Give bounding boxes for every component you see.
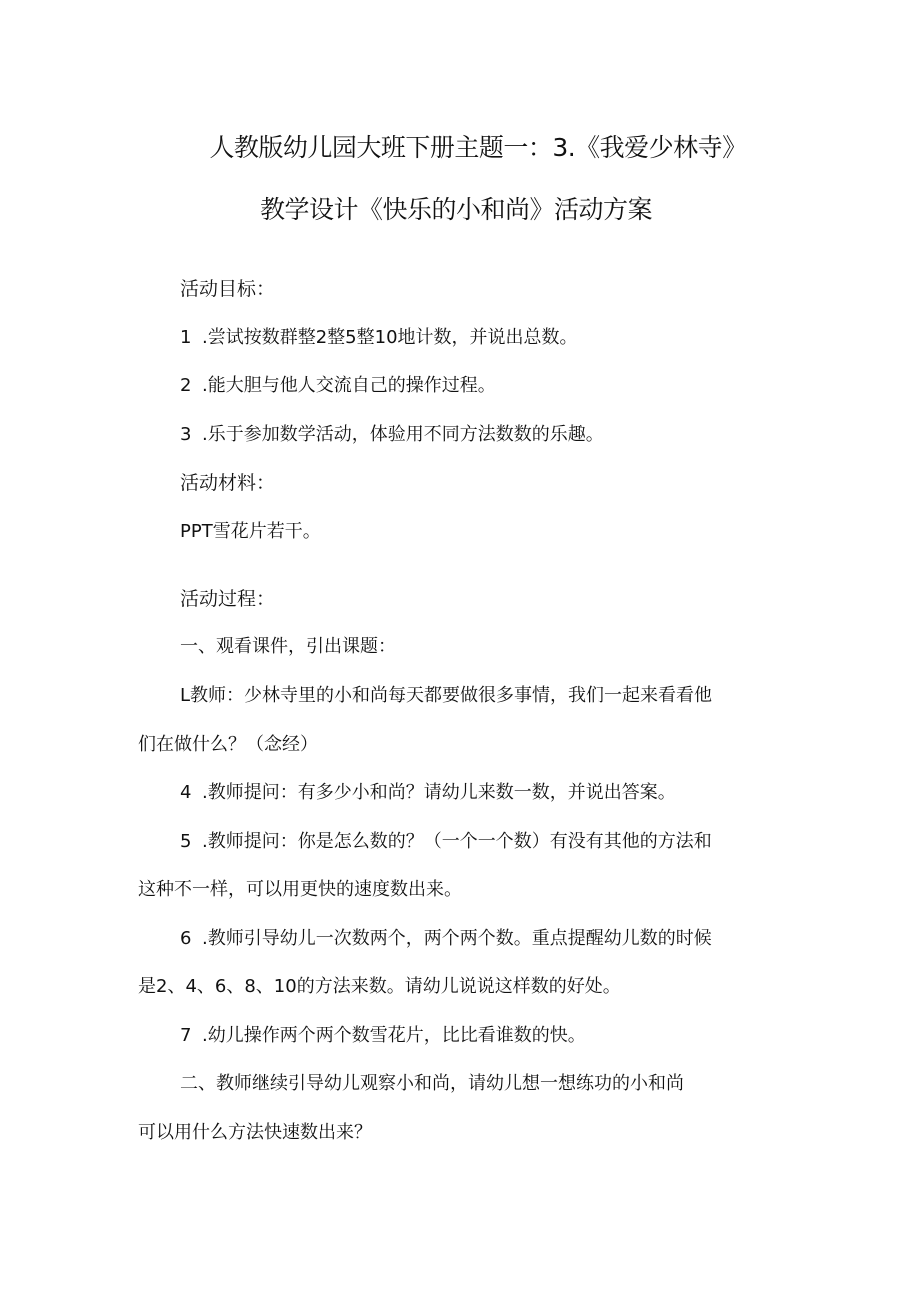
goal-item	[180, 374, 830, 398]
step-number: 4	[180, 782, 192, 803]
step-number: 5	[180, 831, 192, 852]
step-text: .教师引导幼儿一次数两个，两个两个数。重点提醒幼儿数的时候	[202, 928, 712, 949]
step-6-line-1	[180, 927, 830, 951]
step-5-line-1	[180, 830, 830, 854]
goal-number: 2	[180, 375, 192, 396]
section-2-line-1: 二、教师继续引导幼儿观察小和尚，请幼儿想一想练功的小和尚	[180, 1073, 684, 1094]
step-7	[180, 1024, 830, 1048]
goal-item	[180, 326, 830, 350]
step-number: 7	[180, 1025, 192, 1046]
materials-heading: 活动材料：	[180, 472, 276, 494]
title-line-1: 人教版幼儿园大班下册主题一：3.《我爱少林寺》	[209, 133, 747, 162]
goals-heading: 活动目标：	[180, 278, 276, 300]
goal-text: .能大胆与他人交流自己的操作过程。	[202, 375, 496, 396]
goal-number: 1	[180, 327, 192, 348]
step-text: .教师提问：你是怎么数的？（一个一个数）有没有其他的方法和	[202, 831, 712, 852]
goal-text: .尝试按数群整2整5整10地计数，并说出总数。	[202, 327, 578, 348]
step-l-line-1: L教师：少林寺里的小和尚每天都要做很多事情，我们一起来看看他	[180, 685, 713, 706]
goal-number: 3	[180, 424, 192, 445]
step-l-line-2: 们在做什么？（念经）	[138, 734, 318, 755]
goal-item	[180, 423, 830, 447]
step-6-line-2: 是2、4、6、8、10的方法来数。请幼儿说说这样数的好处。	[138, 976, 621, 997]
process-heading: 活动过程：	[180, 588, 276, 610]
goal-text: .乐于参加数学活动，体验用不同方法数数的乐趣。	[202, 424, 604, 445]
section-2-line-2: 可以用什么方法快速数出来？	[138, 1122, 372, 1143]
step-text: .教师提问：有多少小和尚？请幼儿来数一数，并说出答案。	[202, 782, 676, 803]
step-4	[180, 781, 830, 805]
materials-text: PPT雪花片若干。	[180, 521, 321, 542]
step-number: 6	[180, 928, 192, 949]
title-line-2: 教学设计《快乐的小和尚》活动方案	[259, 195, 652, 224]
section-1-heading: 一、观看课件，引出课题：	[180, 636, 396, 657]
step-text: .幼儿操作两个两个数雪花片，比比看谁数的快。	[202, 1025, 586, 1046]
step-5-line-2: 这种不一样，可以用更快的速度数出来。	[138, 879, 462, 900]
